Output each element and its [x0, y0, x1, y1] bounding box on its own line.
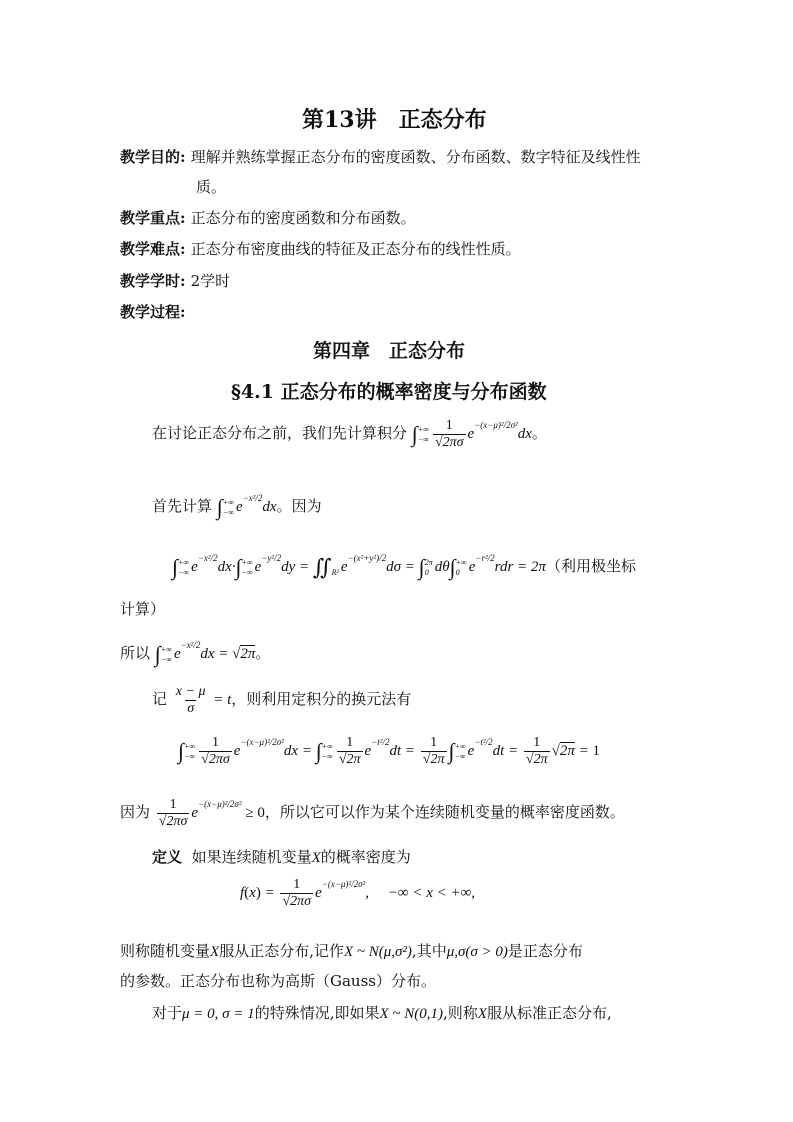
p7-c: ,其中 — [411, 942, 447, 960]
paragraph-6 — [120, 797, 625, 830]
chapter-title: 第四章 正态分布 — [313, 340, 466, 362]
difficulties-row — [120, 238, 521, 259]
key-points-row — [120, 207, 416, 228]
formula-nonnegative: $\frac{1}{√2\pi\sigma}$ $e^{-(x-\mu)^2/2\sigma^2} \ge 0$ — [158, 797, 265, 829]
p7-b: 服从正态分布,记作 — [219, 942, 344, 960]
definition-label: 定义 — [152, 848, 183, 866]
p5-post: ，则利用定积分的换元法有 — [231, 689, 412, 708]
formula-std-params: μ = 0, σ = 1 — [182, 1006, 255, 1022]
density-formula-row — [240, 877, 475, 910]
formula-normalization: ∫ +∞ −∞ $\frac{1}{√2\pi\sigma}$ $e^{-(x-\mu)^2/2\sigma^2}dx$ = ∫ +∞ −∞ $\frac{1}{√2\pi}$ $e^{-t^2/2}dt$ = $\frac{1}{√2\pi}$ ∫ +∞ −∞ $e^{-t^2/2}dt$ = $\frac{1}{√2\pi}$ √2π = 1 — [178, 735, 600, 767]
hours-row — [120, 270, 230, 291]
definition-text2: 的概率密度为 — [320, 848, 411, 866]
paragraph-3 — [172, 553, 636, 581]
p7-line2: 的参数。正态分布也称为高斯（Gauss）分布。 — [120, 972, 436, 990]
formula-polar-computation: ∫ +∞ −∞ $e^{-x^2/2}dx\cdot\int$ +∞ −∞ $e^{-y^2/2}dy$ = ∬ R² $e^{-(x^2+y^2)/2}d\sigma$ = ∫ 2π 0 dθ∫ +∞ 0 $e^{-r^2/2}rdr = 2\pi$ — [172, 553, 546, 580]
p6-post: ，所以它可以作为某个连续随机变量的概率密度函数。 — [264, 802, 625, 821]
definition-text: 如果连续随机变量 — [191, 848, 312, 866]
p7-a: 则称随机变量 — [120, 942, 211, 960]
lecture-title: 第13讲 正态分布 — [302, 107, 487, 133]
key-points-text: 正态分布的密度函数和分布函数。 — [190, 209, 416, 227]
difficulties-label: 教学难点: — [120, 240, 186, 258]
p2-pre: 首先计算 — [152, 497, 213, 515]
key-points-label: 教学重点: — [120, 209, 186, 227]
paragraph-7 — [120, 940, 583, 961]
objectives-label: 教学目的: — [120, 148, 186, 166]
p3-line2: 计算） — [120, 600, 166, 618]
paragraph-1 — [152, 418, 547, 451]
p8-a: 对于 — [152, 1004, 183, 1022]
p1-post: 。 — [531, 423, 547, 442]
p8-c: ,则称 — [443, 1004, 478, 1022]
formula-substitution: $\frac{x - \mu}{\sigma}$ = t — [175, 684, 232, 716]
formula-result-sqrt2pi: ∫ +∞ −∞ $e^{-x^2/2}dx = √2\pi$ — [154, 640, 256, 667]
objectives-row — [120, 146, 641, 167]
section-title: §4.1 正态分布的概率密度与分布函数 — [231, 381, 547, 403]
paragraph-8 — [152, 1002, 612, 1023]
p2-post: 。因为 — [276, 497, 322, 515]
p8-d: 服从标准正态分布, — [486, 1004, 612, 1022]
p3-post: （利用极坐标 — [545, 557, 636, 575]
objectives-text-cont: 质。 — [196, 178, 227, 196]
p1-pre: 在讨论正态分布之前，我们先计算积分 — [152, 423, 408, 442]
hours-label: 教学学时: — [120, 272, 186, 290]
objectives-text: 理解并熟练掌握正态分布的密度函数、分布函数、数字特征及线性性 — [190, 148, 641, 166]
p4-pre: 所以 — [120, 644, 151, 662]
formula-std-normal: X ~ N(0,1) — [379, 1006, 443, 1022]
paragraph-change-of-variable — [178, 735, 600, 768]
p5-pre: 记 — [152, 689, 168, 708]
paragraph-4 — [120, 640, 270, 668]
paragraph-2 — [152, 493, 322, 521]
hours-text: 2学时 — [190, 272, 231, 290]
definition-row — [152, 846, 411, 867]
difficulties-text: 正态分布密度曲线的特征及正态分布的线性性质。 — [190, 240, 521, 258]
formula-gauss-integral: ∫ +∞ −∞ $\frac{1}{√2\pi\sigma}$ $e^{-(x-\mu)^2/2\sigma^2}dx$ — [411, 418, 532, 450]
process-label: 教学过程: — [120, 303, 186, 321]
p6-pre: 因为 — [120, 802, 151, 821]
formula-params: μ,σ(σ > 0) — [446, 944, 508, 960]
formula-normal-density: f(x) = $\frac{1}{√2\pi\sigma}$ $e^{-(x-\mu)^2/2\sigma^2}$, −∞ < x < +∞, — [240, 877, 476, 909]
var-x: X — [311, 850, 321, 866]
var-x-3: X — [477, 1006, 487, 1022]
p4-post: 。 — [255, 644, 271, 662]
p8-b: 的特殊情况,即如果 — [254, 1004, 380, 1022]
formula-notation: X ~ N(μ,σ²) — [343, 944, 412, 960]
var-x-2: X — [210, 944, 220, 960]
paragraph-5 — [152, 684, 411, 717]
p7-d: 是正态分布 — [507, 942, 583, 960]
formula-std-integral: ∫ +∞ −∞ $e^{-x^2/2}dx$ — [216, 493, 277, 520]
